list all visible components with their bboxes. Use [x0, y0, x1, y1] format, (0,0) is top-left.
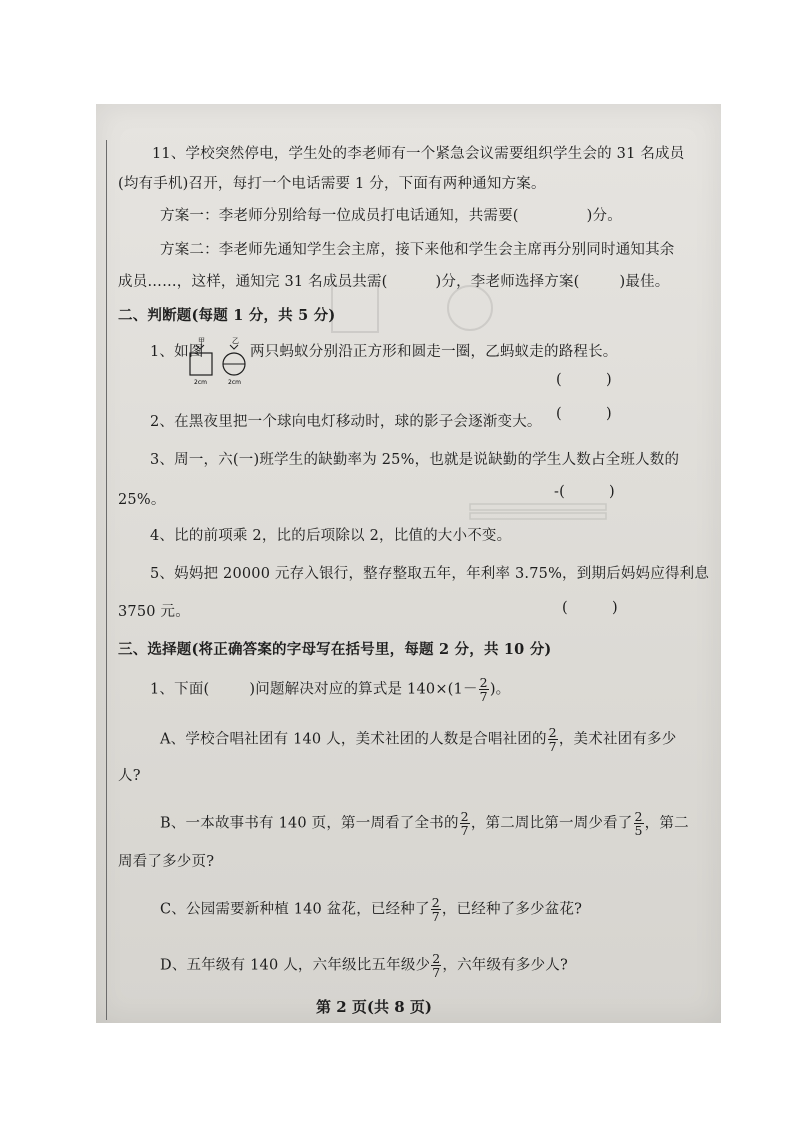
fraction-2-5: $\frac{2}{5}$ [634, 809, 643, 838]
q11-line1: 11、学校突然停电，学生处的李老师有一个紧急会议需要组织学生会的 31 名成员 [152, 146, 685, 162]
q11-plan2-line1: 方案二：李老师先通知学生会主席，接下来他和学生会主席再分别同时通知其余 [160, 242, 675, 258]
option-a-line1: A、学校合唱社团有 140 人，美术社团的人数是合唱社团的 $\frac{2}{7}$ ，美术社团有多少 [160, 725, 677, 754]
fig-dim-a: 2cm [194, 379, 207, 386]
fraction-2-7: $\frac{2}{7}$ [548, 725, 557, 754]
section3-heading: 三、选择题(将正确答案的字母写在括号里，每题 2 分，共 10 分) [118, 641, 552, 658]
judge-q5-answer[interactable]: ( ) [562, 600, 618, 616]
choice-q1: 1、下面( )问题解决对应的算式是 140×(1－ $\frac{2}{7}$ )。 [150, 675, 511, 704]
bleed-through-bar [468, 500, 608, 522]
option-b-line1: B、一本故事书有 140 页，第一周看了全书的 $\frac{2}{7}$ ，第二周比第一周少看了 $\frac{2}{5}$ ，第二 [160, 809, 689, 838]
option-d: D、五年级有 140 人，六年级比五年级少 $\frac{2}{7}$ ，六年级有多少人? [160, 951, 568, 980]
fig-label-a: 甲 [198, 337, 205, 345]
q11-plan1: 方案一：李老师分别给每一位成员打电话通知，共需要( )分。 [160, 208, 622, 224]
judge-q2-answer[interactable]: ( ) [556, 406, 612, 422]
judge-q2: 2、在黑夜里把一个球向电灯移动时，球的影子会逐渐变大。 [150, 414, 542, 430]
q11-plan2-line2: 成员……，这样，通知完 31 名成员共需( )分，李老师选择方案( )最佳。 [118, 274, 670, 290]
bleed-through-shapes [330, 282, 510, 334]
judge-q3-line1: 3、周一，六(一)班学生的缺勤率为 25%，也就是说缺勤的学生人数占全班人数的 [150, 452, 680, 468]
fraction-2-7: $\frac{2}{7}$ [479, 675, 488, 704]
judge-q1-label: 1、如图 [150, 344, 204, 360]
q11-line2: (均有手机)召开，每打一个电话需要 1 分，下面有两种通知方案。 [118, 176, 546, 192]
margin-line [106, 140, 107, 1020]
judge-q5-line1: 5、妈妈把 20000 元存入银行，整存整取五年，年利率 3.75%，到期后妈妈应得利息 [150, 566, 710, 582]
fig-label-b: 乙 [232, 337, 239, 345]
judge-q5-line2: 3750 元。 [118, 604, 190, 620]
section2-heading: 二、判断题(每题 1 分，共 5 分) [118, 307, 336, 324]
judge-q1-text: 两只蚂蚁分别沿正方形和圆走一圈，乙蚂蚁走的路程长。 [250, 344, 618, 360]
judge-q4: 4、比的前项乘 2，比的后项除以 2，比值的大小不变。 [150, 528, 512, 544]
fraction-2-7: $\frac{2}{7}$ [460, 809, 469, 838]
fig-dim-b: 2cm [228, 379, 241, 386]
fraction-2-7: $\frac{2}{7}$ [431, 895, 440, 924]
judge-q1-answer[interactable]: ( ) [556, 372, 612, 388]
judge-q3-answer[interactable]: -( ) [554, 484, 615, 500]
square-and-circle-figure [186, 336, 252, 388]
option-a-line2: 人? [118, 768, 141, 784]
option-c: C、公园需要新种植 140 盆花，已经种了 $\frac{2}{7}$ ，已经种了多少盆花? [160, 895, 583, 924]
page-number-footer: 第 2 页(共 8 页) [316, 998, 432, 1016]
fraction-2-7: $\frac{2}{7}$ [432, 951, 441, 980]
square-shape [190, 353, 212, 375]
ant-b-icon [230, 345, 238, 349]
judge-q3-line2: 25%。 [118, 492, 166, 508]
option-b-line2: 周看了多少页? [118, 854, 215, 870]
ant-a-icon [196, 345, 204, 349]
